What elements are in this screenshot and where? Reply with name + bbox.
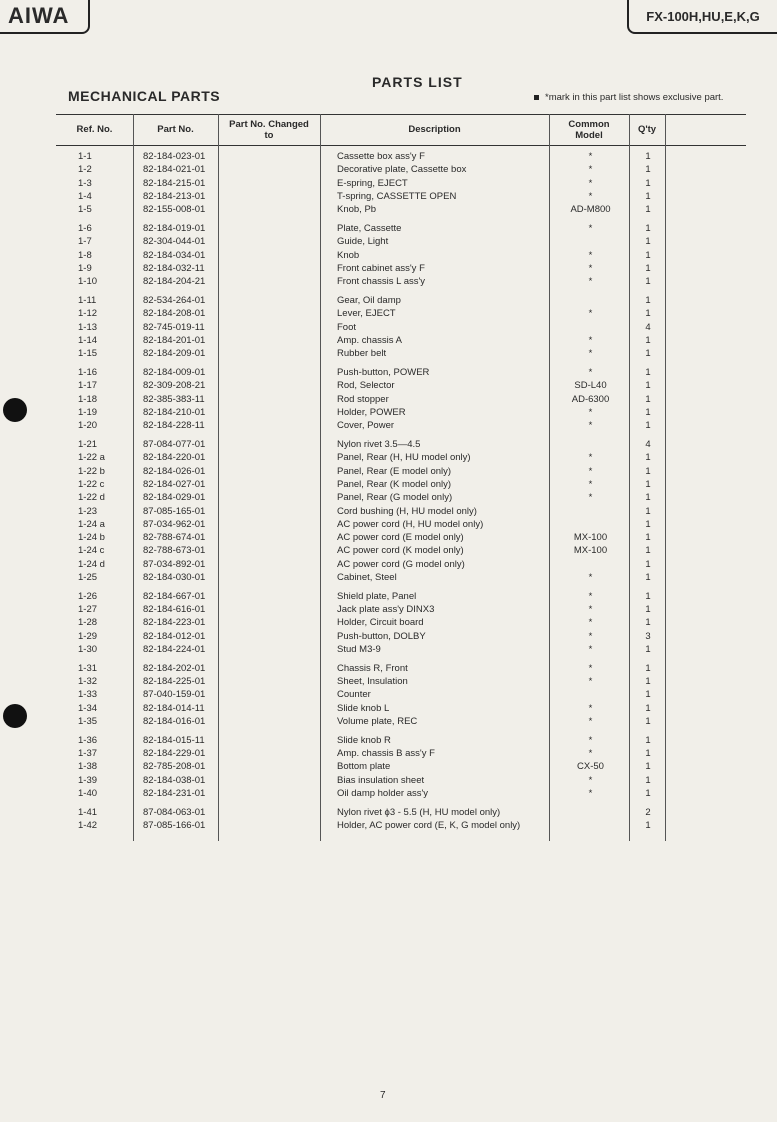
row-part-no: 82-184-038-01 [143,774,206,786]
row-ref-no: 1-12 [78,308,98,320]
row-qty: 1 [645,367,651,378]
row-common-model: * [588,617,593,629]
row-common-model: SD-L40 [574,380,607,392]
row-description: E-spring, EJECT [337,177,408,189]
table-row [0,787,777,800]
row-qty: 1 [645,676,651,688]
row-part-no: 82-184-215-01 [143,177,206,189]
table-row [0,177,777,190]
row-ref-no: 1-1 [78,151,92,162]
table-row [0,806,777,819]
row-ref-no: 1-40 [78,788,98,799]
row-description: Bias insulation sheet [337,774,425,786]
row-qty: 1 [645,406,651,418]
row-description: Holder, POWER [337,406,406,418]
row-qty: 1 [645,164,651,176]
row-part-no: 82-184-009-01 [143,367,206,378]
row-qty: 1 [645,334,651,346]
row-part-no: 87-085-166-01 [143,820,206,832]
row-qty: 1 [645,262,651,274]
row-part-no: 87-085-165-01 [143,505,206,517]
row-common-model: * [588,452,593,464]
row-ref-no: 1-31 [78,662,98,674]
row-qty: 1 [645,748,651,760]
row-ref-no: 1-20 [78,420,98,432]
row-description: Slide knob L [337,702,390,714]
table-row [0,715,777,728]
row-ref-no: 1-24 b [78,532,105,544]
row-part-no: 82-184-015-11 [143,734,205,746]
row-ref-no: 1-38 [78,761,98,773]
row-common-model: * [588,367,593,378]
row-part-no: 82-184-210-01 [143,406,206,418]
row-ref-no: 1-10 [78,276,98,288]
row-part-no: 82-745-019-11 [143,321,205,333]
row-qty: 1 [645,820,651,832]
row-ref-no: 1-24 c [78,545,105,557]
table-row [0,675,777,688]
row-ref-no: 1-14 [78,334,98,346]
row-common-model: * [588,334,593,346]
table-row [0,544,777,557]
row-description: Push-button, DOLBY [337,630,426,642]
row-part-no: 82-184-220-01 [143,452,206,464]
row-part-no: 82-155-008-01 [143,204,206,216]
row-qty: 1 [645,558,651,570]
row-part-no: 82-184-202-01 [143,662,206,674]
row-part-no: 82-184-667-01 [143,590,206,602]
row-description: Decorative plate, Cassette box [337,164,467,176]
table-row [0,505,777,518]
row-description: Chassis R, Front [337,662,408,674]
row-part-no: 87-040-159-01 [143,689,206,701]
row-qty: 1 [645,204,651,216]
row-part-no: 82-184-032-11 [143,262,205,274]
row-ref-no: 1-26 [78,590,98,602]
row-qty: 1 [645,249,651,261]
table-row [0,321,777,334]
row-part-no: 82-184-225-01 [143,676,206,688]
row-ref-no: 1-29 [78,630,98,642]
row-description: Holder, AC power cord (E, K, G model only) [337,820,521,832]
header-part-no: Part No. [157,124,194,135]
row-ref-no: 1-22 c [78,478,105,490]
table-row [0,379,777,392]
row-qty: 1 [645,151,651,162]
row-part-no: 82-184-616-01 [143,604,206,616]
header-bottom-rule [56,145,746,146]
row-qty: 1 [645,604,651,616]
table-row [0,465,777,478]
row-description: Guide, Light [337,236,389,248]
row-description: Rod, Selector [337,380,395,392]
row-common-model: * [588,716,593,727]
row-description: AC power cord (K model only) [337,545,464,557]
table-row [0,294,777,307]
row-ref-no: 1-7 [78,236,92,248]
row-qty: 1 [645,590,651,602]
row-common-model: * [588,190,593,202]
row-common-model: * [588,644,593,655]
row-description: Panel, Rear (H, HU model only) [337,452,471,464]
table-row [0,262,777,275]
row-description: Lever, EJECT [337,308,396,320]
row-qty: 1 [645,393,651,405]
table-row [0,630,777,643]
row-qty: 1 [645,295,651,306]
row-common-model: MX-100 [573,532,608,544]
table-row [0,406,777,419]
row-ref-no: 1-28 [78,617,98,629]
row-description: AC power cord (E model only) [337,532,464,544]
row-ref-no: 1-24 a [78,518,105,530]
row-common-model: * [588,348,593,360]
row-ref-no: 1-39 [78,774,98,786]
row-description: Holder, Circuit board [337,617,424,629]
table-row [0,366,777,379]
row-common-model: * [588,308,593,320]
row-qty: 1 [645,420,651,432]
row-ref-no: 1-34 [78,702,98,714]
row-qty: 1 [645,545,651,557]
row-part-no: 82-184-229-01 [143,748,206,760]
row-qty: 1 [645,276,651,288]
row-description: Shield plate, Panel [337,590,417,602]
row-description: AC power cord (H, HU model only) [337,518,484,530]
row-ref-no: 1-22 a [78,452,105,464]
row-qty: 1 [645,788,651,799]
row-part-no: 82-184-213-01 [143,190,206,202]
row-description: Panel, Rear (K model only) [337,478,452,490]
row-part-no: 82-184-021-01 [143,164,206,176]
row-common-model: * [588,406,593,418]
row-qty: 1 [645,702,651,714]
table-row [0,451,777,464]
row-description: Stud M3-9 [337,644,381,655]
row-qty: 1 [645,662,651,674]
row-common-model: CX-50 [577,761,604,773]
table-row [0,438,777,451]
row-qty: 1 [645,478,651,490]
row-ref-no: 1-27 [78,604,98,616]
table-row [0,347,777,360]
page-title: PARTS LIST [372,74,463,90]
table-row [0,531,777,544]
table-row [0,590,777,603]
row-common-model: * [588,262,593,274]
brand-logo [0,0,90,34]
table-row [0,643,777,656]
row-ref-no: 1-24 d [78,558,105,570]
row-qty: 1 [645,734,651,746]
row-description: Cover, Power [337,420,395,432]
row-common-model: * [588,590,593,602]
row-part-no: 82-184-204-21 [143,276,206,288]
row-part-no: 82-184-228-11 [143,420,205,432]
table-row [0,774,777,787]
row-common-model: * [588,788,593,799]
table-row [0,419,777,432]
header-qty: Q'ty [637,124,657,135]
row-part-no: 82-184-016-01 [143,716,206,727]
row-qty: 1 [645,190,651,202]
row-part-no: 82-309-208-21 [143,380,206,392]
row-qty: 1 [645,689,651,701]
row-common-model: * [588,662,593,674]
row-description: Gear, Oil damp [337,295,401,306]
row-description: Bottom plate [337,761,391,773]
row-ref-no: 1-42 [78,820,98,832]
note-text: *mark in this part list shows exclusive part. [545,92,724,103]
row-ref-no: 1-11 [78,295,97,306]
row-common-model: * [588,492,593,504]
table-row [0,819,777,832]
row-part-no: 87-034-962-01 [143,518,206,530]
row-description: Foot [337,321,357,333]
row-common-model: * [588,630,593,642]
row-description: Plate, Cassette [337,223,402,234]
row-description: Push-button, POWER [337,367,430,378]
row-qty: 1 [645,572,651,583]
table-row [0,518,777,531]
row-part-no: 82-788-674-01 [143,532,206,544]
row-qty: 1 [645,177,651,189]
row-qty: 1 [645,380,651,392]
row-qty: 3 [645,630,651,642]
row-description: Knob [337,249,360,261]
model-number: FX-100H,HU,E,K,G [646,8,760,24]
table-row [0,734,777,747]
square-bullet-icon [534,95,539,100]
row-part-no: 82-534-264-01 [143,295,206,306]
punch-hole [3,704,27,728]
row-common-model: MX-100 [573,545,608,557]
row-ref-no: 1-32 [78,676,98,688]
row-part-no: 82-184-224-01 [143,644,206,655]
row-common-model: * [588,177,593,189]
row-ref-no: 1-22 d [78,492,105,504]
exclusive-part-note [534,92,723,103]
row-description: Panel, Rear (E model only) [337,465,452,477]
brand-name: AIWA [8,3,70,28]
table-row [0,688,777,701]
row-qty: 1 [645,308,651,320]
row-ref-no: 1-9 [78,262,92,274]
row-ref-no: 1-21 [78,439,98,450]
row-qty: 1 [645,774,651,786]
row-part-no: 82-184-026-01 [143,465,206,477]
row-part-no: 82-184-027-01 [143,478,206,490]
header-description: Description [408,124,461,135]
row-description: Knob, Pb [337,204,377,216]
row-ref-no: 1-33 [78,689,98,701]
row-ref-no: 1-2 [78,164,92,176]
row-description: Jack plate ass'y DINX3 [337,604,435,616]
row-ref-no: 1-19 [78,406,98,418]
row-part-no: 82-184-029-01 [143,492,206,504]
table-row [0,571,777,584]
row-part-no: 82-184-014-11 [143,702,205,714]
row-description: Counter [337,689,371,701]
row-part-no: 82-184-034-01 [143,249,206,261]
row-part-no: 82-184-030-01 [143,572,206,583]
row-description: Amp. chassis B ass'y F [337,748,435,760]
row-ref-no: 1-16 [78,367,98,378]
row-description: Volume plate, REC [337,716,418,727]
table-row [0,163,777,176]
row-common-model: * [588,676,593,688]
row-ref-no: 1-13 [78,321,98,333]
row-qty: 1 [645,761,651,773]
row-common-model: * [588,276,593,288]
table-row [0,334,777,347]
row-ref-no: 1-8 [78,249,92,261]
table-row [0,558,777,571]
table-row [0,747,777,760]
table-row [0,478,777,491]
row-ref-no: 1-30 [78,644,98,655]
row-ref-no: 1-15 [78,348,98,360]
row-qty: 2 [645,806,651,818]
row-qty: 4 [645,321,651,333]
row-ref-no: 1-23 [78,505,98,517]
row-ref-no: 1-37 [78,748,98,760]
table-row [0,603,777,616]
row-qty: 1 [645,223,651,234]
row-description: Nylon rivet 3.5—4.5 [337,439,421,450]
row-common-model: AD-M800 [570,204,611,216]
row-ref-no: 1-25 [78,572,98,583]
page-number: 7 [380,1090,386,1101]
row-common-model: * [588,164,593,176]
table-row [0,307,777,320]
row-qty: 1 [645,716,651,727]
row-part-no: 82-385-383-11 [143,393,205,405]
row-qty: 1 [645,492,651,504]
row-description: Oil damp holder ass'y [337,788,429,799]
table-row [0,491,777,504]
row-description: Nylon rivet ϕ3 - 5.5 (H, HU model only) [337,806,501,818]
row-part-no: 82-184-209-01 [143,348,206,360]
row-ref-no: 1-41 [78,806,98,818]
row-common-model: * [588,702,593,714]
table-row [0,150,777,163]
row-part-no: 82-184-019-01 [143,223,206,234]
row-common-model: * [588,604,593,616]
row-ref-no: 1-17 [78,380,98,392]
row-part-no: 82-184-012-01 [143,630,206,642]
row-description: Cabinet, Steel [337,572,397,583]
table-row [0,275,777,288]
row-qty: 1 [645,505,651,517]
punch-hole [3,398,27,422]
table-row [0,760,777,773]
row-description: Rod stopper [337,393,389,405]
row-part-no: 87-084-063-01 [143,806,206,818]
header-common-model: Common Model [568,118,610,141]
table-row [0,222,777,235]
row-description: AC power cord (G model only) [337,558,465,570]
row-ref-no: 1-6 [78,223,92,234]
table-row [0,190,777,203]
row-ref-no: 1-18 [78,393,98,405]
row-ref-no: 1-5 [78,204,92,216]
row-description: Front cabinet ass'y F [337,262,425,274]
table-row [0,393,777,406]
row-common-model: * [588,420,593,432]
row-common-model: * [588,734,593,746]
row-description: Front chassis L ass'y [337,276,426,288]
row-common-model: * [588,151,593,162]
row-qty: 1 [645,644,651,655]
row-ref-no: 1-22 b [78,465,105,477]
row-common-model: * [588,774,593,786]
row-ref-no: 1-4 [78,190,92,202]
row-common-model: * [588,748,593,760]
row-qty: 1 [645,532,651,544]
row-description: Cord bushing (H, HU model only) [337,505,477,517]
row-part-no: 82-184-023-01 [143,151,206,162]
table-row [0,616,777,629]
row-common-model: * [588,478,593,490]
row-common-model: * [588,249,593,261]
row-part-no: 87-084-077-01 [143,439,206,450]
row-qty: 1 [645,452,651,464]
row-qty: 4 [645,439,651,450]
section-title: MECHANICAL PARTS [68,88,221,104]
row-common-model: AD-6300 [571,393,610,405]
header-part-changed: Part No. Changed to [229,118,309,141]
row-common-model: * [588,465,593,477]
table-row [0,235,777,248]
row-qty: 1 [645,348,651,360]
row-description: Panel, Rear (G model only) [337,492,453,504]
row-ref-no: 1-35 [78,716,98,727]
row-part-no: 82-184-231-01 [143,788,206,799]
row-description: T-spring, CASSETTE OPEN [337,190,457,202]
row-part-no: 82-785-208-01 [143,761,206,773]
row-ref-no: 1-3 [78,177,92,189]
row-part-no: 82-184-223-01 [143,617,206,629]
row-part-no: 82-184-208-01 [143,308,206,320]
row-description: Amp. chassis A [337,334,402,346]
row-description: Slide knob R [337,734,391,746]
table-row [0,702,777,715]
row-part-no: 87-034-892-01 [143,558,206,570]
row-description: Rubber belt [337,348,387,360]
row-common-model: * [588,572,593,583]
row-qty: 1 [645,617,651,629]
model-number-box [627,0,777,34]
row-ref-no: 1-36 [78,734,98,746]
table-row [0,249,777,262]
row-part-no: 82-304-044-01 [143,236,206,248]
row-qty: 1 [645,465,651,477]
table-row [0,203,777,216]
row-part-no: 82-184-201-01 [143,334,206,346]
row-common-model: * [588,223,593,234]
header-ref-no: Ref. No. [76,124,113,135]
table-row [0,662,777,675]
row-part-no: 82-788-673-01 [143,545,206,557]
row-qty: 1 [645,236,651,248]
row-description: Cassette box ass'y F [337,151,425,162]
row-qty: 1 [645,518,651,530]
row-description: Sheet, Insulation [337,676,408,688]
